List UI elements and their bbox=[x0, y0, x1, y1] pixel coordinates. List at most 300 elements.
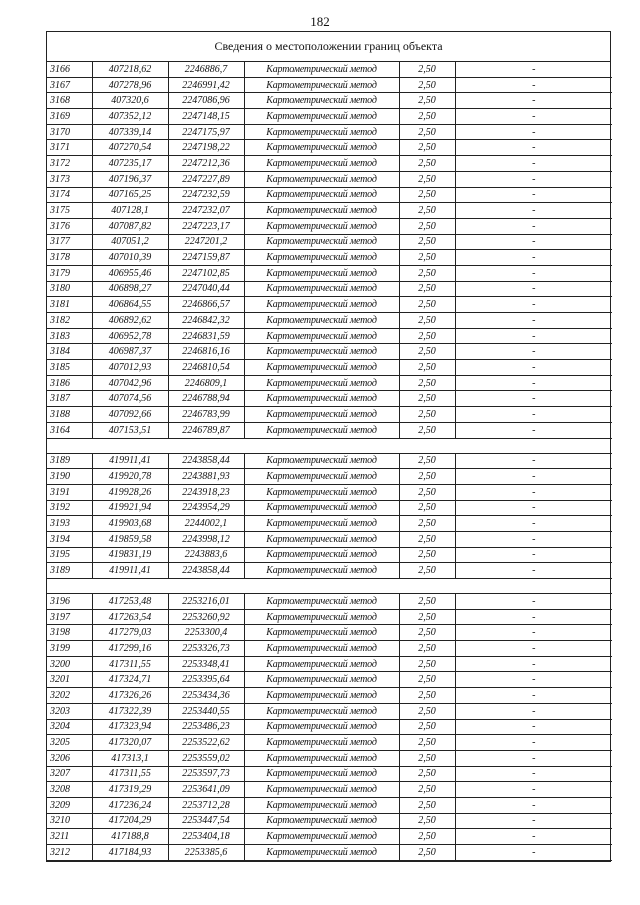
point-number: 3188 bbox=[47, 407, 92, 423]
table-row bbox=[47, 672, 612, 688]
point-number: 3203 bbox=[47, 703, 92, 719]
table-row bbox=[47, 124, 612, 140]
point-number: 3175 bbox=[47, 203, 92, 219]
accuracy-value: 2,50 bbox=[399, 313, 455, 329]
coordinates-table bbox=[47, 62, 612, 861]
determination-method: Картометрический метод bbox=[244, 531, 399, 547]
point-number: 3187 bbox=[47, 391, 92, 407]
point-description: - bbox=[455, 609, 612, 625]
point-number: 3173 bbox=[47, 171, 92, 187]
accuracy-value: 2,50 bbox=[399, 453, 455, 469]
coordinate-y: 2243858,44 bbox=[168, 453, 244, 469]
contour-separator-row bbox=[47, 438, 612, 453]
point-description: - bbox=[455, 625, 612, 641]
accuracy-value: 2,50 bbox=[399, 641, 455, 657]
determination-method: Картометрический метод bbox=[244, 500, 399, 516]
point-description: - bbox=[455, 77, 612, 93]
point-description: - bbox=[455, 484, 612, 500]
coordinates-table-body bbox=[47, 62, 612, 860]
determination-method: Картометрический метод bbox=[244, 77, 399, 93]
table-row bbox=[47, 563, 612, 579]
determination-method: Картометрический метод bbox=[244, 124, 399, 140]
table-row bbox=[47, 375, 612, 391]
accuracy-value: 2,50 bbox=[399, 203, 455, 219]
coordinate-x: 417324,71 bbox=[92, 672, 168, 688]
coordinate-x: 407092,66 bbox=[92, 407, 168, 423]
coordinate-x: 407196,37 bbox=[92, 171, 168, 187]
point-number: 3186 bbox=[47, 375, 92, 391]
point-number: 3170 bbox=[47, 124, 92, 140]
point-description: - bbox=[455, 360, 612, 376]
accuracy-value: 2,50 bbox=[399, 156, 455, 172]
point-description: - bbox=[455, 250, 612, 266]
point-number: 3206 bbox=[47, 750, 92, 766]
point-number: 3183 bbox=[47, 328, 92, 344]
separator-cell bbox=[47, 438, 612, 453]
accuracy-value: 2,50 bbox=[399, 688, 455, 704]
determination-method: Картометрический метод bbox=[244, 218, 399, 234]
coordinate-y: 2253326,73 bbox=[168, 641, 244, 657]
table-row bbox=[47, 609, 612, 625]
coordinate-y: 2243998,12 bbox=[168, 531, 244, 547]
coordinate-y: 2246789,87 bbox=[168, 422, 244, 438]
determination-method: Картометрический метод bbox=[244, 516, 399, 532]
table-row bbox=[47, 516, 612, 532]
point-number: 3179 bbox=[47, 265, 92, 281]
accuracy-value: 2,50 bbox=[399, 281, 455, 297]
point-description: - bbox=[455, 124, 612, 140]
accuracy-value: 2,50 bbox=[399, 234, 455, 250]
point-description: - bbox=[455, 735, 612, 751]
point-number: 3182 bbox=[47, 313, 92, 329]
coordinate-y: 2243918,23 bbox=[168, 484, 244, 500]
accuracy-value: 2,50 bbox=[399, 625, 455, 641]
determination-method: Картометрический метод bbox=[244, 735, 399, 751]
coordinate-y: 2243881,93 bbox=[168, 469, 244, 485]
determination-method: Картометрический метод bbox=[244, 281, 399, 297]
coordinate-x: 417311,55 bbox=[92, 766, 168, 782]
coordinate-x: 419911,41 bbox=[92, 563, 168, 579]
coordinate-y: 2253434,36 bbox=[168, 688, 244, 704]
accuracy-value: 2,50 bbox=[399, 469, 455, 485]
accuracy-value: 2,50 bbox=[399, 250, 455, 266]
coordinate-y: 2246810,54 bbox=[168, 360, 244, 376]
coordinate-y: 2253404,18 bbox=[168, 829, 244, 845]
point-description: - bbox=[455, 782, 612, 798]
determination-method: Картометрический метод bbox=[244, 313, 399, 329]
section-title: Сведения о местоположении границ объекта bbox=[47, 32, 610, 62]
accuracy-value: 2,50 bbox=[399, 735, 455, 751]
point-description: - bbox=[455, 641, 612, 657]
point-description: - bbox=[455, 171, 612, 187]
determination-method: Картометрический метод bbox=[244, 688, 399, 704]
point-number: 3180 bbox=[47, 281, 92, 297]
table-row bbox=[47, 703, 612, 719]
coordinate-x: 419903,68 bbox=[92, 516, 168, 532]
point-description: - bbox=[455, 156, 612, 172]
table-row bbox=[47, 766, 612, 782]
determination-method: Картометрический метод bbox=[244, 297, 399, 313]
point-number: 3166 bbox=[47, 62, 92, 77]
table-row bbox=[47, 484, 612, 500]
coordinate-x: 406898,27 bbox=[92, 281, 168, 297]
determination-method: Картометрический метод bbox=[244, 782, 399, 798]
point-description: - bbox=[455, 281, 612, 297]
coordinate-y: 2246816,16 bbox=[168, 344, 244, 360]
point-description: - bbox=[455, 516, 612, 532]
coordinate-x: 406892,62 bbox=[92, 313, 168, 329]
coordinate-y: 2253395,64 bbox=[168, 672, 244, 688]
coordinate-y: 2247102,85 bbox=[168, 265, 244, 281]
coordinate-x: 417326,26 bbox=[92, 688, 168, 704]
accuracy-value: 2,50 bbox=[399, 563, 455, 579]
accuracy-value: 2,50 bbox=[399, 391, 455, 407]
table-row bbox=[47, 187, 612, 203]
coordinate-x: 417188,8 bbox=[92, 829, 168, 845]
table-row bbox=[47, 829, 612, 845]
accuracy-value: 2,50 bbox=[399, 328, 455, 344]
coordinate-x: 407165,25 bbox=[92, 187, 168, 203]
coordinate-x: 407074,56 bbox=[92, 391, 168, 407]
determination-method: Картометрический метод bbox=[244, 203, 399, 219]
point-number: 3177 bbox=[47, 234, 92, 250]
coordinate-y: 2253559,02 bbox=[168, 750, 244, 766]
point-description: - bbox=[455, 656, 612, 672]
point-description: - bbox=[455, 344, 612, 360]
coordinate-x: 417204,29 bbox=[92, 813, 168, 829]
table-row bbox=[47, 77, 612, 93]
determination-method: Картометрический метод bbox=[244, 813, 399, 829]
determination-method: Картометрический метод bbox=[244, 156, 399, 172]
coordinate-x: 407235,17 bbox=[92, 156, 168, 172]
point-description: - bbox=[455, 797, 612, 813]
coordinate-y: 2253712,28 bbox=[168, 797, 244, 813]
accuracy-value: 2,50 bbox=[399, 500, 455, 516]
accuracy-value: 2,50 bbox=[399, 375, 455, 391]
accuracy-value: 2,50 bbox=[399, 845, 455, 861]
coordinate-y: 2247159,87 bbox=[168, 250, 244, 266]
coordinate-y: 2244002,1 bbox=[168, 516, 244, 532]
accuracy-value: 2,50 bbox=[399, 171, 455, 187]
accuracy-value: 2,50 bbox=[399, 594, 455, 610]
point-number: 3191 bbox=[47, 484, 92, 500]
determination-method: Картометрический метод bbox=[244, 703, 399, 719]
point-description: - bbox=[455, 750, 612, 766]
point-number: 3181 bbox=[47, 297, 92, 313]
coordinate-x: 407042,96 bbox=[92, 375, 168, 391]
accuracy-value: 2,50 bbox=[399, 77, 455, 93]
point-number: 3194 bbox=[47, 531, 92, 547]
coordinate-x: 419831,19 bbox=[92, 547, 168, 563]
point-number: 3164 bbox=[47, 422, 92, 438]
point-description: - bbox=[455, 109, 612, 125]
accuracy-value: 2,50 bbox=[399, 407, 455, 423]
coordinate-y: 2247175,97 bbox=[168, 124, 244, 140]
coordinate-y: 2246809,1 bbox=[168, 375, 244, 391]
accuracy-value: 2,50 bbox=[399, 703, 455, 719]
point-description: - bbox=[455, 313, 612, 329]
accuracy-value: 2,50 bbox=[399, 265, 455, 281]
coordinate-x: 419928,26 bbox=[92, 484, 168, 500]
accuracy-value: 2,50 bbox=[399, 484, 455, 500]
determination-method: Картометрический метод bbox=[244, 609, 399, 625]
determination-method: Картометрический метод bbox=[244, 250, 399, 266]
determination-method: Картометрический метод bbox=[244, 484, 399, 500]
determination-method: Картометрический метод bbox=[244, 656, 399, 672]
point-description: - bbox=[455, 203, 612, 219]
point-description: - bbox=[455, 531, 612, 547]
coordinate-x: 407218,62 bbox=[92, 62, 168, 77]
table-row bbox=[47, 313, 612, 329]
table-row bbox=[47, 594, 612, 610]
table-row bbox=[47, 360, 612, 376]
table-row bbox=[47, 62, 612, 77]
coordinate-x: 407320,6 bbox=[92, 93, 168, 109]
point-number: 3169 bbox=[47, 109, 92, 125]
coordinate-x: 417236,24 bbox=[92, 797, 168, 813]
coordinate-y: 2246866,57 bbox=[168, 297, 244, 313]
accuracy-value: 2,50 bbox=[399, 609, 455, 625]
determination-method: Картометрический метод bbox=[244, 469, 399, 485]
table-row bbox=[47, 281, 612, 297]
point-description: - bbox=[455, 813, 612, 829]
point-number: 3172 bbox=[47, 156, 92, 172]
point-description: - bbox=[455, 407, 612, 423]
coordinate-y: 2246783,99 bbox=[168, 407, 244, 423]
coordinate-x: 417299,16 bbox=[92, 641, 168, 657]
determination-method: Картометрический метод bbox=[244, 641, 399, 657]
coordinates-section bbox=[46, 31, 611, 862]
point-description: - bbox=[455, 688, 612, 704]
accuracy-value: 2,50 bbox=[399, 124, 455, 140]
coordinate-y: 2247212,36 bbox=[168, 156, 244, 172]
point-number: 3192 bbox=[47, 500, 92, 516]
determination-method: Картометрический метод bbox=[244, 719, 399, 735]
coordinate-y: 2253216,01 bbox=[168, 594, 244, 610]
coordinate-x: 406952,78 bbox=[92, 328, 168, 344]
point-description: - bbox=[455, 563, 612, 579]
coordinate-x: 407051,2 bbox=[92, 234, 168, 250]
determination-method: Картометрический метод bbox=[244, 187, 399, 203]
point-description: - bbox=[455, 140, 612, 156]
coordinate-y: 2247232,59 bbox=[168, 187, 244, 203]
point-description: - bbox=[455, 469, 612, 485]
accuracy-value: 2,50 bbox=[399, 93, 455, 109]
coordinate-y: 2253641,09 bbox=[168, 782, 244, 798]
determination-method: Картометрический метод bbox=[244, 328, 399, 344]
point-number: 3204 bbox=[47, 719, 92, 735]
point-number: 3184 bbox=[47, 344, 92, 360]
coordinate-y: 2246788,94 bbox=[168, 391, 244, 407]
coordinate-y: 2253486,23 bbox=[168, 719, 244, 735]
table-row bbox=[47, 422, 612, 438]
table-row bbox=[47, 656, 612, 672]
accuracy-value: 2,50 bbox=[399, 187, 455, 203]
coordinate-y: 2253348,41 bbox=[168, 656, 244, 672]
coordinate-x: 407339,14 bbox=[92, 124, 168, 140]
point-number: 3200 bbox=[47, 656, 92, 672]
point-description: - bbox=[455, 422, 612, 438]
point-description: - bbox=[455, 500, 612, 516]
point-description: - bbox=[455, 328, 612, 344]
table-row bbox=[47, 203, 612, 219]
point-description: - bbox=[455, 234, 612, 250]
point-description: - bbox=[455, 62, 612, 77]
determination-method: Картометрический метод bbox=[244, 594, 399, 610]
point-description: - bbox=[455, 93, 612, 109]
point-number: 3205 bbox=[47, 735, 92, 751]
coordinate-x: 407010,39 bbox=[92, 250, 168, 266]
determination-method: Картометрический метод bbox=[244, 109, 399, 125]
table-row bbox=[47, 469, 612, 485]
coordinate-y: 2253447,54 bbox=[168, 813, 244, 829]
coordinate-x: 417279,03 bbox=[92, 625, 168, 641]
coordinate-y: 2247223,17 bbox=[168, 218, 244, 234]
point-description: - bbox=[455, 453, 612, 469]
coordinate-x: 417263,54 bbox=[92, 609, 168, 625]
point-description: - bbox=[455, 547, 612, 563]
point-number: 3210 bbox=[47, 813, 92, 829]
coordinate-x: 417323,94 bbox=[92, 719, 168, 735]
table-row bbox=[47, 782, 612, 798]
coordinate-x: 407128,1 bbox=[92, 203, 168, 219]
point-description: - bbox=[455, 218, 612, 234]
accuracy-value: 2,50 bbox=[399, 719, 455, 735]
coordinate-y: 2246842,32 bbox=[168, 313, 244, 329]
coordinate-y: 2247086,96 bbox=[168, 93, 244, 109]
coordinate-y: 2247227,89 bbox=[168, 171, 244, 187]
coordinate-x: 407278,96 bbox=[92, 77, 168, 93]
coordinate-x: 406955,46 bbox=[92, 265, 168, 281]
point-description: - bbox=[455, 297, 612, 313]
point-number: 3201 bbox=[47, 672, 92, 688]
point-number: 3176 bbox=[47, 218, 92, 234]
table-row bbox=[47, 407, 612, 423]
accuracy-value: 2,50 bbox=[399, 344, 455, 360]
coordinate-x: 417311,55 bbox=[92, 656, 168, 672]
accuracy-value: 2,50 bbox=[399, 656, 455, 672]
determination-method: Картометрический метод bbox=[244, 93, 399, 109]
determination-method: Картометрический метод bbox=[244, 265, 399, 281]
table-row bbox=[47, 547, 612, 563]
table-row bbox=[47, 328, 612, 344]
table-row bbox=[47, 171, 612, 187]
coordinate-y: 2253385,6 bbox=[168, 845, 244, 861]
table-row bbox=[47, 265, 612, 281]
coordinate-y: 2243954,29 bbox=[168, 500, 244, 516]
determination-method: Картометрический метод bbox=[244, 453, 399, 469]
determination-method: Картометрический метод bbox=[244, 625, 399, 641]
table-row bbox=[47, 813, 612, 829]
point-number: 3189 bbox=[47, 563, 92, 579]
determination-method: Картометрический метод bbox=[244, 845, 399, 861]
table-row bbox=[47, 688, 612, 704]
determination-method: Картометрический метод bbox=[244, 797, 399, 813]
coordinate-y: 2247148,15 bbox=[168, 109, 244, 125]
separator-cell bbox=[47, 579, 612, 594]
coordinate-x: 406987,37 bbox=[92, 344, 168, 360]
point-description: - bbox=[455, 265, 612, 281]
table-row bbox=[47, 218, 612, 234]
point-description: - bbox=[455, 829, 612, 845]
point-description: - bbox=[455, 672, 612, 688]
table-row bbox=[47, 735, 612, 751]
coordinate-x: 417319,29 bbox=[92, 782, 168, 798]
point-number: 3190 bbox=[47, 469, 92, 485]
table-row bbox=[47, 250, 612, 266]
coordinate-y: 2253440,55 bbox=[168, 703, 244, 719]
determination-method: Картометрический метод bbox=[244, 344, 399, 360]
coordinate-x: 407352,12 bbox=[92, 109, 168, 125]
coordinate-x: 407087,82 bbox=[92, 218, 168, 234]
determination-method: Картометрический метод bbox=[244, 407, 399, 423]
table-row bbox=[47, 391, 612, 407]
accuracy-value: 2,50 bbox=[399, 360, 455, 376]
table-row bbox=[47, 297, 612, 313]
point-number: 3189 bbox=[47, 453, 92, 469]
determination-method: Картометрический метод bbox=[244, 766, 399, 782]
accuracy-value: 2,50 bbox=[399, 797, 455, 813]
point-number: 3195 bbox=[47, 547, 92, 563]
contour-separator-row bbox=[47, 579, 612, 594]
point-number: 3167 bbox=[47, 77, 92, 93]
determination-method: Картометрический метод bbox=[244, 62, 399, 77]
coordinate-y: 2243883,6 bbox=[168, 547, 244, 563]
point-number: 3202 bbox=[47, 688, 92, 704]
point-description: - bbox=[455, 766, 612, 782]
table-row bbox=[47, 156, 612, 172]
point-number: 3207 bbox=[47, 766, 92, 782]
accuracy-value: 2,50 bbox=[399, 750, 455, 766]
coordinate-y: 2243858,44 bbox=[168, 563, 244, 579]
accuracy-value: 2,50 bbox=[399, 813, 455, 829]
accuracy-value: 2,50 bbox=[399, 422, 455, 438]
table-row bbox=[47, 641, 612, 657]
point-number: 3209 bbox=[47, 797, 92, 813]
accuracy-value: 2,50 bbox=[399, 672, 455, 688]
determination-method: Картометрический метод bbox=[244, 171, 399, 187]
accuracy-value: 2,50 bbox=[399, 766, 455, 782]
table-row bbox=[47, 234, 612, 250]
point-description: - bbox=[455, 594, 612, 610]
accuracy-value: 2,50 bbox=[399, 531, 455, 547]
determination-method: Картометрический метод bbox=[244, 829, 399, 845]
table-row bbox=[47, 93, 612, 109]
page-number: 182 bbox=[310, 14, 330, 29]
point-description: - bbox=[455, 703, 612, 719]
table-row bbox=[47, 845, 612, 861]
coordinate-y: 2253522,62 bbox=[168, 735, 244, 751]
coordinate-y: 2253300,4 bbox=[168, 625, 244, 641]
determination-method: Картометрический метод bbox=[244, 360, 399, 376]
accuracy-value: 2,50 bbox=[399, 140, 455, 156]
determination-method: Картометрический метод bbox=[244, 672, 399, 688]
coordinate-y: 2247040,44 bbox=[168, 281, 244, 297]
point-description: - bbox=[455, 391, 612, 407]
coordinate-y: 2246991,42 bbox=[168, 77, 244, 93]
point-number: 3178 bbox=[47, 250, 92, 266]
accuracy-value: 2,50 bbox=[399, 109, 455, 125]
accuracy-value: 2,50 bbox=[399, 62, 455, 77]
determination-method: Картометрический метод bbox=[244, 422, 399, 438]
accuracy-value: 2,50 bbox=[399, 516, 455, 532]
determination-method: Картометрический метод bbox=[244, 547, 399, 563]
coordinate-x: 417320,07 bbox=[92, 735, 168, 751]
accuracy-value: 2,50 bbox=[399, 297, 455, 313]
point-number: 3171 bbox=[47, 140, 92, 156]
point-number: 3196 bbox=[47, 594, 92, 610]
table-row bbox=[47, 797, 612, 813]
